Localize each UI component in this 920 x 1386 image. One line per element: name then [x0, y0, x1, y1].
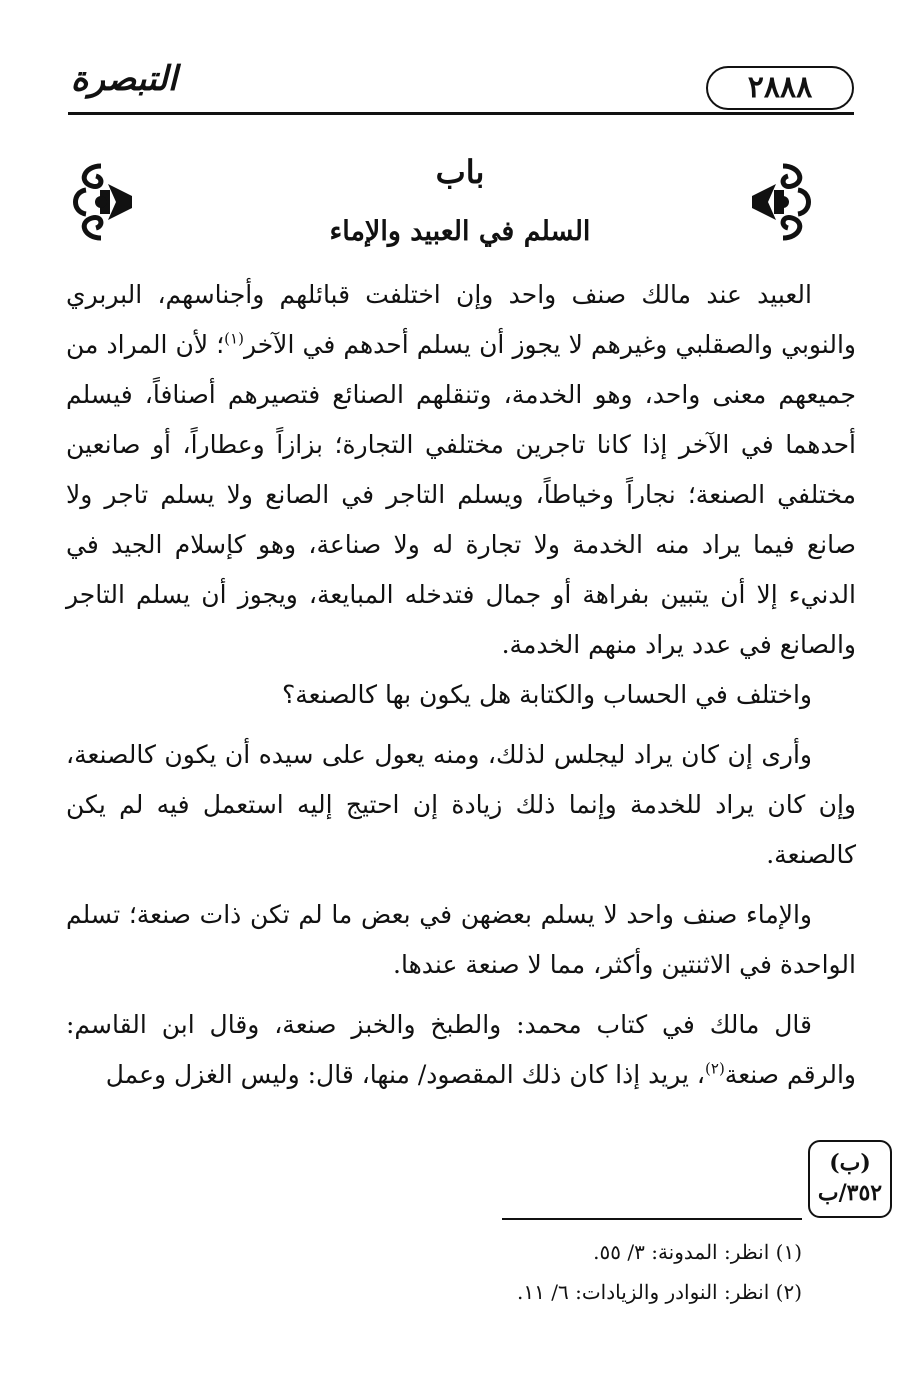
paragraph-1	[66, 270, 856, 670]
header-rule	[68, 112, 854, 115]
paragraph-1-text-cont: ؛ لأن المراد من جميعهم معنى واحد، وهو الخدمة، وتنقلهم الصنائع فتصيرهم أصنافاً، فيسلم أحدهما في الآخر إذا كانا تاجرين مختلفي التجارة؛ بزازاً وعطاراً، أو صانعين مختلفي الصنعة؛ نجاراً وخياطاً، ويسلم التاجر في الصانع ولا يسلم تاجر ولا صانع فيما يراد منه الخدمة ولا تجارة له ولا صناعة، وهو كإسلام الجيد في الدنيء إلا أن يتبين بفراهة أو جمال فتدخله المبايعة، ويجوز أن يسلم التاجر والصانع في عدد يراد منهم الخدمة.	[66, 330, 856, 659]
manuscript-folio-note	[808, 1140, 892, 1218]
footnote-1: (١) انظر: المدونة: ٣/ ٥٥.	[593, 1240, 802, 1264]
footnotes	[300, 1232, 802, 1312]
chapter-subheading: السلم في العبيد والإماء	[329, 216, 591, 247]
paragraph-5	[66, 1000, 856, 1100]
right-ornament-icon	[748, 160, 818, 244]
body-text	[66, 270, 856, 1100]
footnote-separator	[502, 1218, 802, 1220]
paragraph-5-text-cont: ، يريد إذا كان ذلك المقصود/ منها، قال: وليس الغزل وعمل	[105, 1060, 706, 1089]
chapter-heading: باب	[435, 153, 485, 191]
paragraph-4: والإماء صنف واحد لا يسلم بعضهن في بعض ما لم تكن ذات صنعة؛ تسلم الواحدة في الاثنتين وأكثر، مما لا صنعة عندها.	[66, 900, 856, 979]
folio-note-line-2: ٣٥٢/ب	[817, 1180, 883, 1206]
footnote-ref-2: (٢)	[705, 1059, 725, 1078]
paragraph-2: واختلف في الحساب والكتابة هل يكون بها كالصنعة؟	[281, 680, 812, 709]
paragraph-1-text: العبيد عند مالك صنف واحد وإن اختلفت قبائلهم وأجناسهم، البربري والنوبي والصقلبي وغيرهم لا يجوز أن يسلم أحدهم في الآخر	[66, 280, 856, 359]
footnote-ref-1: (١)	[224, 329, 244, 348]
paragraph-5-text: قال مالك في كتاب محمد: والطبخ والخبز صنعة، وقال ابن القاسم: والرقم صنعة	[66, 1010, 856, 1089]
paragraph-3: وأرى إن كان يراد ليجلس لذلك، ومنه يعول على سيده أن يكون كالصنعة، وإن كان يراد للخدمة وإنما ذلك زيادة إن احتيج إليه استعمل فيه لم يكن كالصنعة.	[66, 740, 856, 869]
page-number: ٢٨٨٨	[706, 66, 854, 110]
footnote-2: (٢) انظر: النوادر والزيادات: ٦/ ١١.	[517, 1280, 802, 1304]
left-ornament-icon	[66, 160, 136, 244]
running-title: التبصرة	[70, 59, 178, 99]
folio-note-line-1: (ب)	[829, 1150, 871, 1176]
